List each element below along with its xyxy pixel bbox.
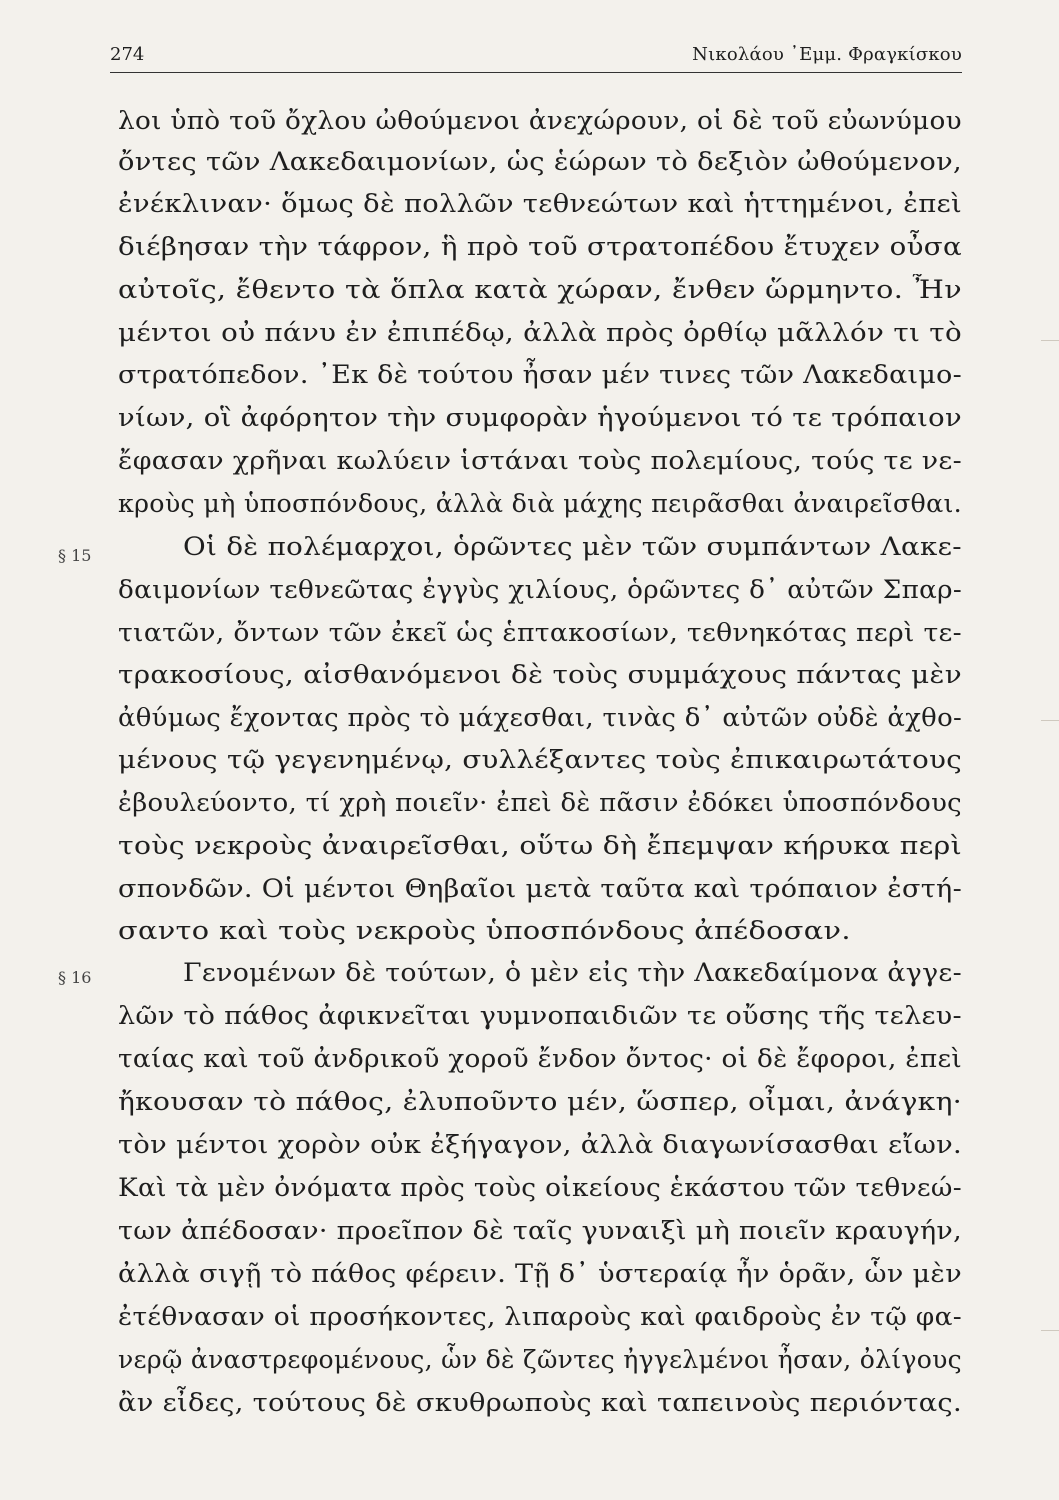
text-line: δαιμονίων τεθνεῶτας ἐγγὺς χιλίους, ὁρῶντες δ᾿ αὐτῶν Σπαρ- (118, 575, 962, 604)
text-line: κροὺς μὴ ὑποσπόνδους, ἀλλὰ διὰ μάχης πειρᾶσθαι ἀναιρεῖσθαι. (118, 489, 963, 518)
text-line: σαντο καὶ τοὺς νεκροὺς ὑποσπόνδους ἀπέδοσαν. (118, 916, 851, 945)
bleed-through-mark (1041, 1330, 1059, 1331)
text-line: ἐβουλεύοντο, τί χρὴ ποιεῖν· ἐπεὶ δὲ πᾶσιν ἐδόκει ὑποσπόνδους (118, 788, 962, 817)
bleed-through-mark (1041, 720, 1059, 721)
text-line: μέντοι οὐ πάνυ ἐν ἐπιπέδῳ, ἀλλὰ πρὸς ὀρθίῳ μᾶλλόν τι τὸ (118, 318, 962, 347)
text-line: αὐτοῖς, ἔθεντο τὰ ὅπλα κατὰ χώραν, ἔνθεν ὥρμηντο. Ἦν (118, 275, 962, 304)
text-line: νερῷ ἀναστρεφομένους, ὧν δὲ ζῶντες ἠγγελμένοι ἦσαν, ὀλίγους (118, 1345, 962, 1374)
text-line: τὸν μέντοι χορὸν οὐκ ἐξήγαγον, ἀλλὰ διαγωνίσασθαι εἴων. (118, 1130, 963, 1159)
text-line: ἂν εἶδες, τούτους δὲ σκυθρωποὺς καὶ ταπεινοὺς περιόντας. (118, 1388, 962, 1417)
text-line: Καὶ τὰ μὲν ὀνόματα πρὸς τοὺς οἰκείους ἑκάστου τῶν τεθνεώ- (118, 1173, 962, 1202)
text-line: ἤκουσαν τὸ πάθος, ἐλυποῦντο μέν, ὥσπερ, οἶμαι, ἀνάγκη· (118, 1087, 963, 1116)
page-number: 274 (110, 44, 145, 65)
paragraph-marker: § 15 (58, 546, 92, 565)
page-header (110, 28, 962, 73)
running-title: Νικολάου ᾿Εμμ. Φραγκίσκου (692, 44, 962, 65)
text-line: ἐτέθνασαν οἱ προσήκοντες, λιπαροὺς καὶ φαιδροὺς ἐν τῷ φα- (118, 1302, 962, 1331)
text-line: λοι ὑπὸ τοῦ ὄχλου ὠθούμενοι ἀνεχώρουν, οἱ δὲ τοῦ εὐωνύμου (118, 106, 962, 135)
text-line: ἀλλὰ σιγῇ τὸ πάθος φέρειν. Τῇ δ᾿ ὑστεραίᾳ ἦν ὁρᾶν, ὧν μὲν (118, 1259, 962, 1288)
text-line: νίων, οἳ ἀφόρητον τὴν συμφορὰν ἡγούμενοι τό τε τρόπαιον (118, 403, 962, 432)
text-line: των ἀπέδοσαν· προεῖπον δὲ ταῖς γυναιξὶ μὴ ποιεῖν κραυγήν, (118, 1216, 963, 1245)
text-line: Γενομένων δὲ τούτων, ὁ μὲν εἰς τὴν Λακεδαίμονα ἀγγε- (183, 958, 962, 987)
text-line: μένους τῷ γεγενημένῳ, συλλέξαντες τοὺς ἐπικαιρωτάτους (118, 745, 963, 774)
text-line: διέβησαν τὴν τάφρον, ἣ πρὸ τοῦ στρατοπέδου ἔτυχεν οὖσα (118, 232, 963, 261)
text-line: ταίας καὶ τοῦ ἀνδρικοῦ χοροῦ ἔνδον ὄντος· οἱ δὲ ἔφοροι, ἐπεὶ (118, 1044, 963, 1073)
text-line: ἐνέκλιναν· ὅμως δὲ πολλῶν τεθνεώτων καὶ ἡττημένοι, ἐπεὶ (118, 189, 962, 218)
text-line: Οἱ δὲ πολέμαρχοι, ὁρῶντες μὲν τῶν συμπάντων Λακε- (183, 532, 962, 561)
text-line: τιατῶν, ὄντων τῶν ἐκεῖ ὡς ἑπτακοσίων, τεθνηκότας περὶ τε- (118, 618, 962, 647)
text-line: στρατόπεδον. ᾿Εκ δὲ τούτου ἦσαν μέν τινες τῶν Λακεδαιμο- (118, 360, 963, 389)
text-line: ὄντες τῶν Λακεδαιμονίων, ὡς ἑώρων τὸ δεξιὸν ὠθούμενον, (118, 147, 963, 176)
text-line: ἔφασαν χρῆναι κωλύειν ἱστάναι τοὺς πολεμίους, τούς τε νε- (118, 446, 963, 475)
text-line: τρακοσίους, αἰσθανόμενοι δὲ τοὺς συμμάχους πάντας μὲν (118, 660, 962, 689)
text-line: ἀθύμως ἔχοντας πρὸς τὸ μάχεσθαι, τινὰς δ᾿ αὐτῶν οὐδὲ ἀχθο- (118, 703, 963, 732)
text-line: σπονδῶν. Οἱ μέντοι Θηβαῖοι μετὰ ταῦτα καὶ τρόπαιον ἐστή- (118, 874, 963, 903)
paragraph-marker: § 16 (58, 968, 92, 987)
text-line: τοὺς νεκροὺς ἀναιρεῖσθαι, οὕτω δὴ ἔπεμψαν κήρυκα περὶ (118, 831, 962, 860)
text-line: λῶν τὸ πάθος ἀφικνεῖται γυμνοπαιδιῶν τε οὔσης τῆς τελευ- (118, 1001, 962, 1030)
bleed-through-mark (1041, 340, 1059, 341)
